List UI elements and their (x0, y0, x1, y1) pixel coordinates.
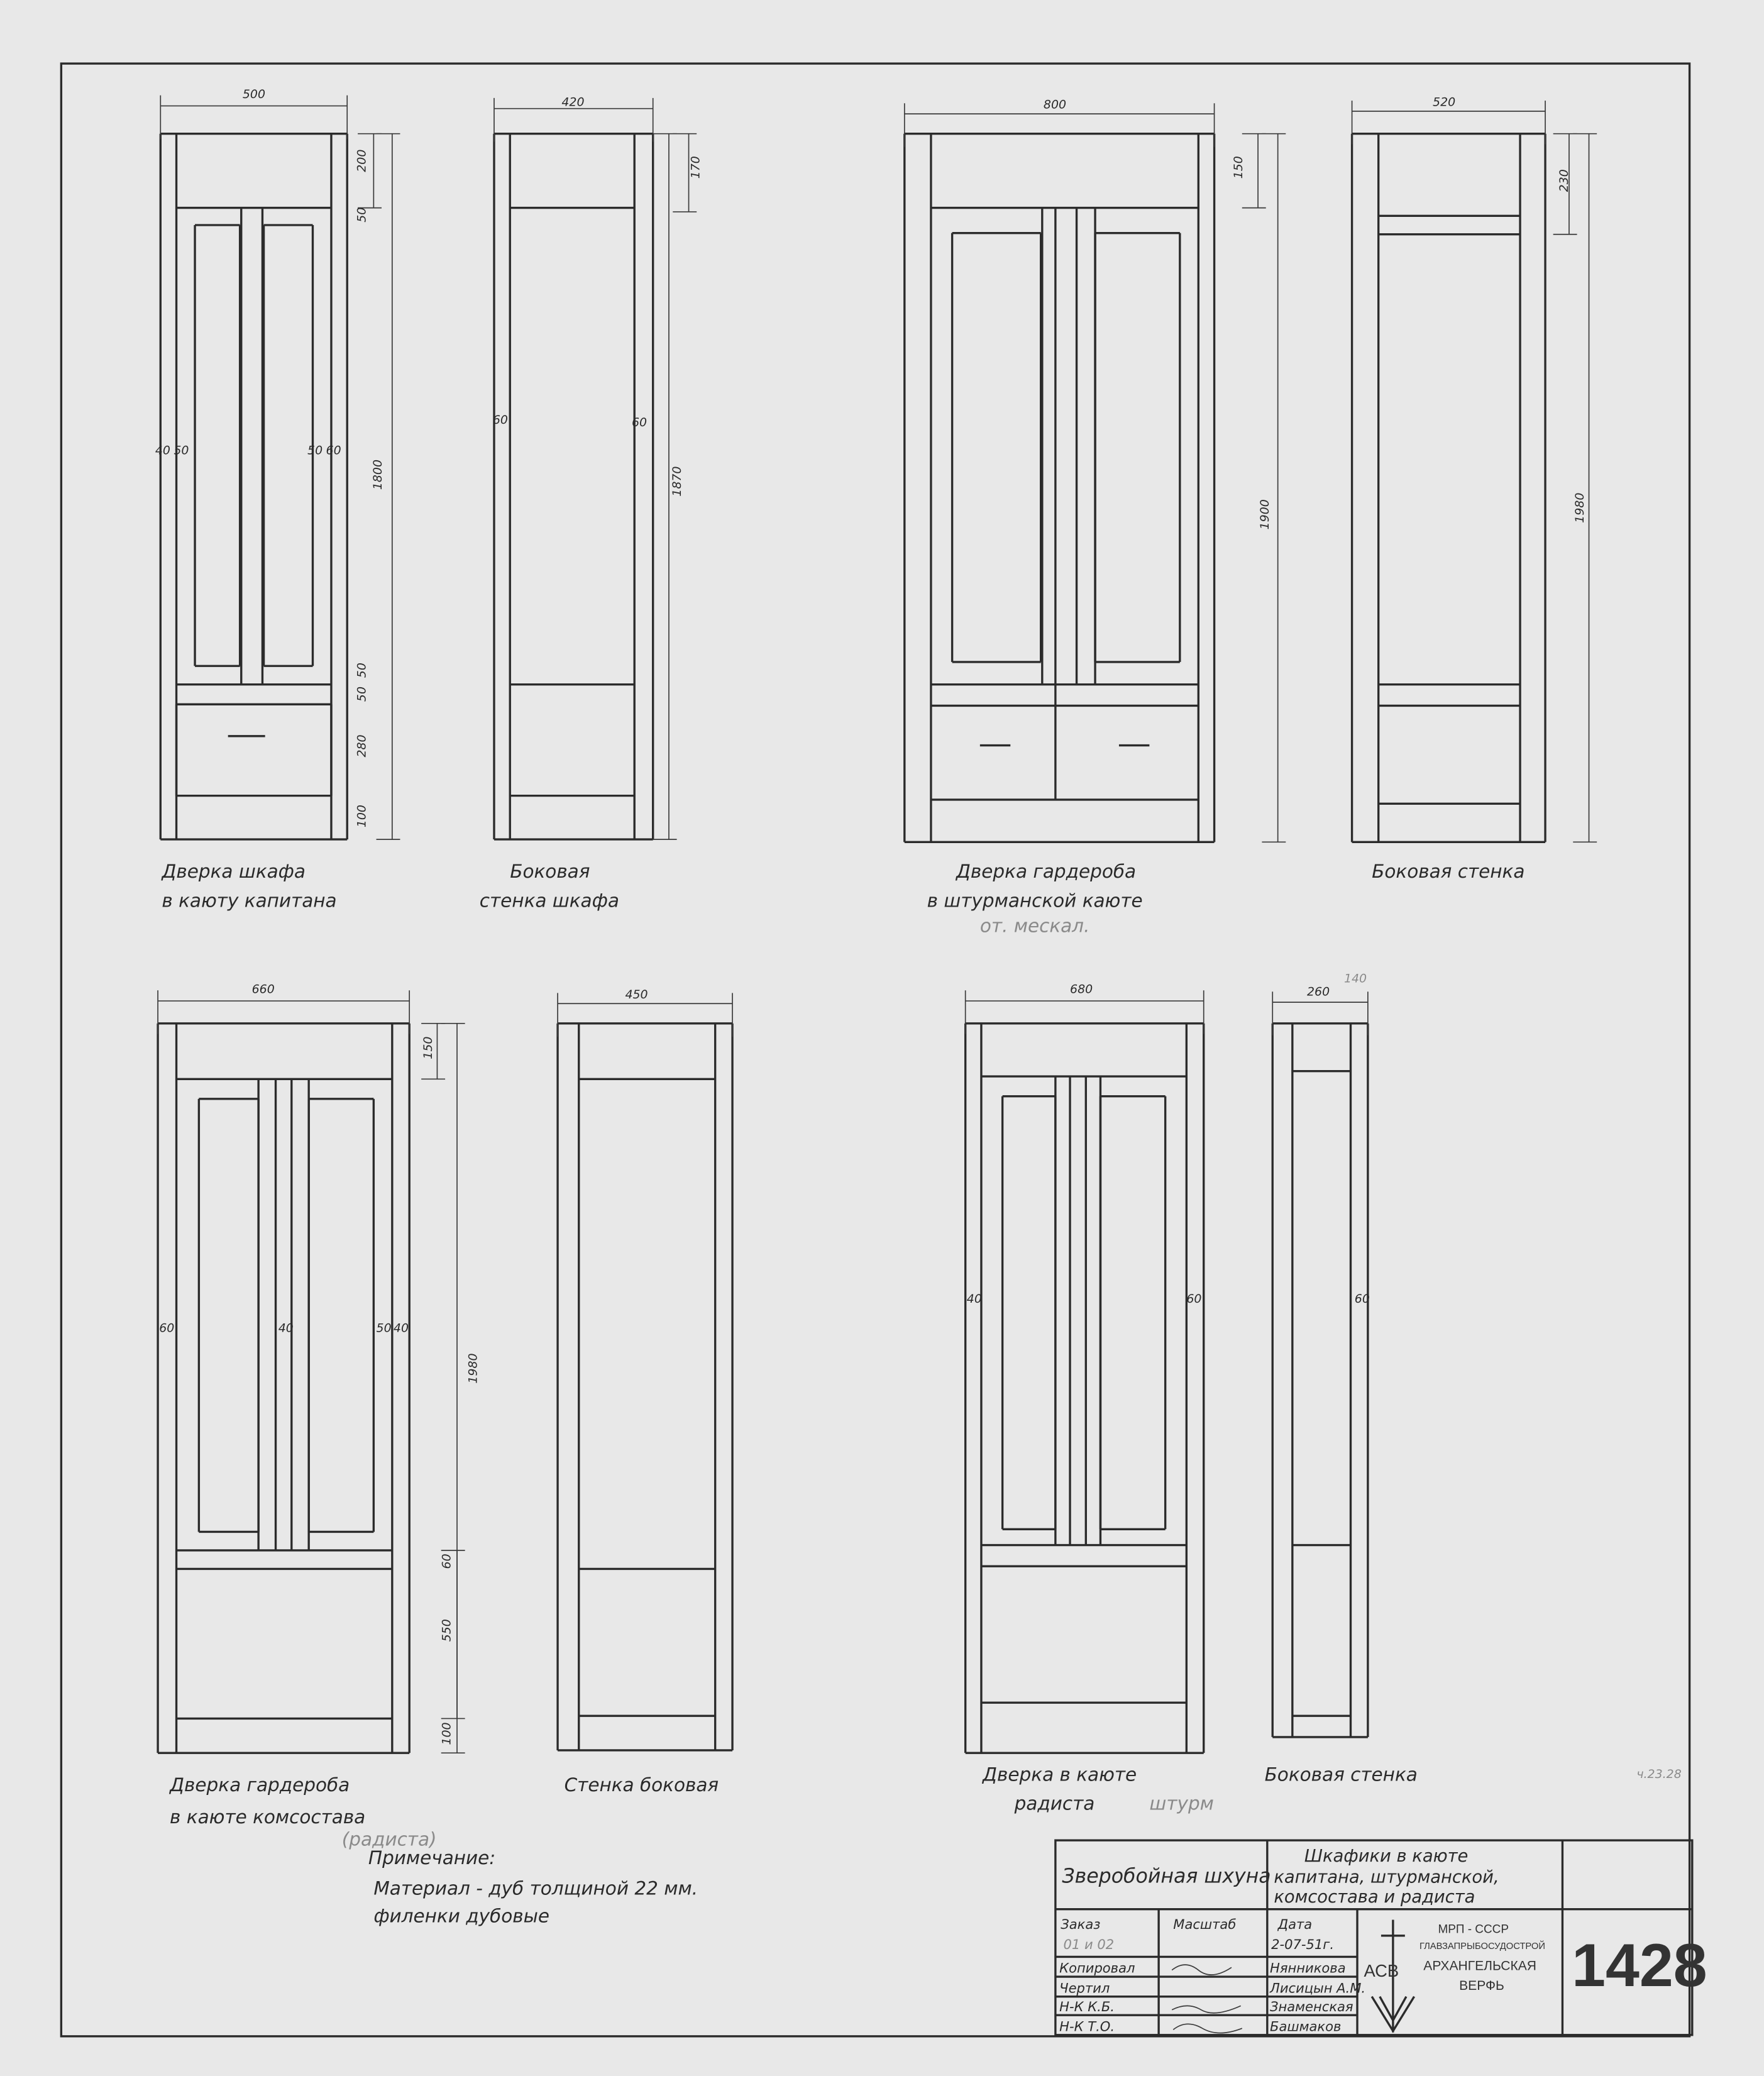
dim-label: 60 (326, 443, 341, 458)
dim-label: 550 (439, 1619, 454, 1642)
dim-label: 50 (355, 207, 369, 223)
dim-label: 40 (155, 443, 170, 458)
dim-label: 60 (159, 1321, 175, 1335)
dim-label: 40 (966, 1292, 982, 1306)
caption-line: Дверка гардероба (956, 861, 1137, 883)
dim-label: 800 (1043, 97, 1067, 112)
dim-label: 100 (355, 805, 369, 828)
drawing-title-line: капитана, штурманской, (1274, 1867, 1499, 1887)
scale-label: Масштаб (1173, 1916, 1237, 1933)
dim-label: 60 (439, 1554, 454, 1569)
org-line: ВЕРФЬ (1459, 1979, 1504, 1994)
caption-line: Дверка в каюте (983, 1764, 1137, 1786)
note-line: Материал - дуб толщиной 22 мм. (373, 1877, 698, 1899)
dim-label: 60 (631, 416, 648, 430)
caption-line: в каюте комсостава (170, 1806, 366, 1828)
drawing-title-line: Шкафики в каюте (1304, 1846, 1469, 1866)
person-name: Знаменская (1270, 1998, 1353, 2014)
dim-label: 50 (355, 663, 369, 678)
order-label: Заказ (1061, 1916, 1101, 1933)
date-label: Дата (1277, 1916, 1313, 1933)
dim-label: 40 (278, 1321, 294, 1335)
dim-label: 660 (251, 982, 275, 997)
caption-line: в штурманской каюте (927, 890, 1143, 912)
dim-label: 140 (1343, 971, 1367, 986)
dim-label: 1980 (1573, 492, 1587, 523)
order-value: 01 и 02 (1063, 1936, 1115, 1952)
dim-label: 60 (1354, 1292, 1370, 1306)
dim-label: 1980 (466, 1353, 480, 1384)
caption-line: Стенка боковая (564, 1774, 719, 1796)
person-name: Лисицын А.М. (1270, 1980, 1366, 1996)
role-label: Копировал (1059, 1960, 1135, 1976)
note-title: Примечание: (368, 1847, 496, 1869)
project-name: Зверобойная шхуна (1062, 1865, 1271, 1888)
dim-label: 50 (376, 1321, 392, 1335)
dim-label: 500 (242, 87, 266, 101)
dim-label: 60 (1186, 1292, 1202, 1306)
dim-label: 40 (393, 1321, 409, 1335)
dim-label: 520 (1433, 95, 1456, 109)
dim-label: 60 (492, 412, 508, 427)
dim-label: 170 (688, 156, 703, 179)
caption-line: радиста (1014, 1792, 1095, 1814)
sheet-number: 1428 (1572, 1930, 1707, 1999)
dim-label: 280 (355, 734, 369, 758)
dim-label: 50 (355, 687, 369, 702)
note-line: филенки дубовые (373, 1905, 550, 1927)
dim-label: 50 (307, 443, 323, 458)
dim-label: 1900 (1257, 499, 1272, 530)
caption-line: стенка шкафа (479, 890, 619, 912)
caption-line: в каюту капитана (162, 890, 337, 912)
dim-label: 50 (174, 443, 189, 458)
org-line: ГЛАВЗАПРЫБОСУДОСТРОЙ (1419, 1941, 1545, 1952)
person-name: Башмаков (1270, 2018, 1342, 2035)
pencil-mark: ч.23.28 (1636, 1767, 1682, 1782)
svg-text:АСВ: АСВ (1364, 1961, 1399, 1981)
dim-label: 230 (1557, 169, 1571, 192)
dim-label: 200 (355, 149, 369, 172)
role-label: Н-К К.Б. (1059, 1998, 1115, 2014)
dim-label: 420 (561, 95, 585, 109)
caption-line: Боковая (510, 861, 590, 883)
dim-label: 1870 (670, 466, 684, 497)
caption-line: Боковая стенка (1372, 861, 1525, 883)
dim-label: 150 (1231, 156, 1245, 179)
dim-label: 260 (1306, 985, 1330, 999)
person-name: Нянникова (1270, 1960, 1346, 1976)
role-label: Чертил (1059, 1980, 1110, 1996)
dim-label: 1800 (370, 459, 385, 490)
date-value: 2-07-51г. (1271, 1936, 1335, 1952)
pencil-note: штурм (1149, 1792, 1214, 1814)
drawing-title-line: комсостава и радиста (1274, 1887, 1475, 1908)
dim-label: 150 (421, 1036, 436, 1059)
role-label: Н-К Т.О. (1059, 2018, 1115, 2035)
pencil-note: от. мескал. (979, 915, 1090, 937)
pencil-note: (радиста) (341, 1828, 437, 1850)
dim-label: 450 (625, 987, 648, 1002)
caption-line: Дверка гардероба (170, 1774, 350, 1796)
dim-label: 680 (1070, 982, 1093, 997)
org-line: МРП - СССР (1438, 1923, 1509, 1936)
dim-label: 100 (439, 1722, 454, 1745)
org-line: АРХАНГЕЛЬСКАЯ (1423, 1958, 1537, 1974)
caption-line: Дверка шкафа (162, 861, 306, 883)
caption-line: Боковая стенка (1264, 1764, 1418, 1786)
